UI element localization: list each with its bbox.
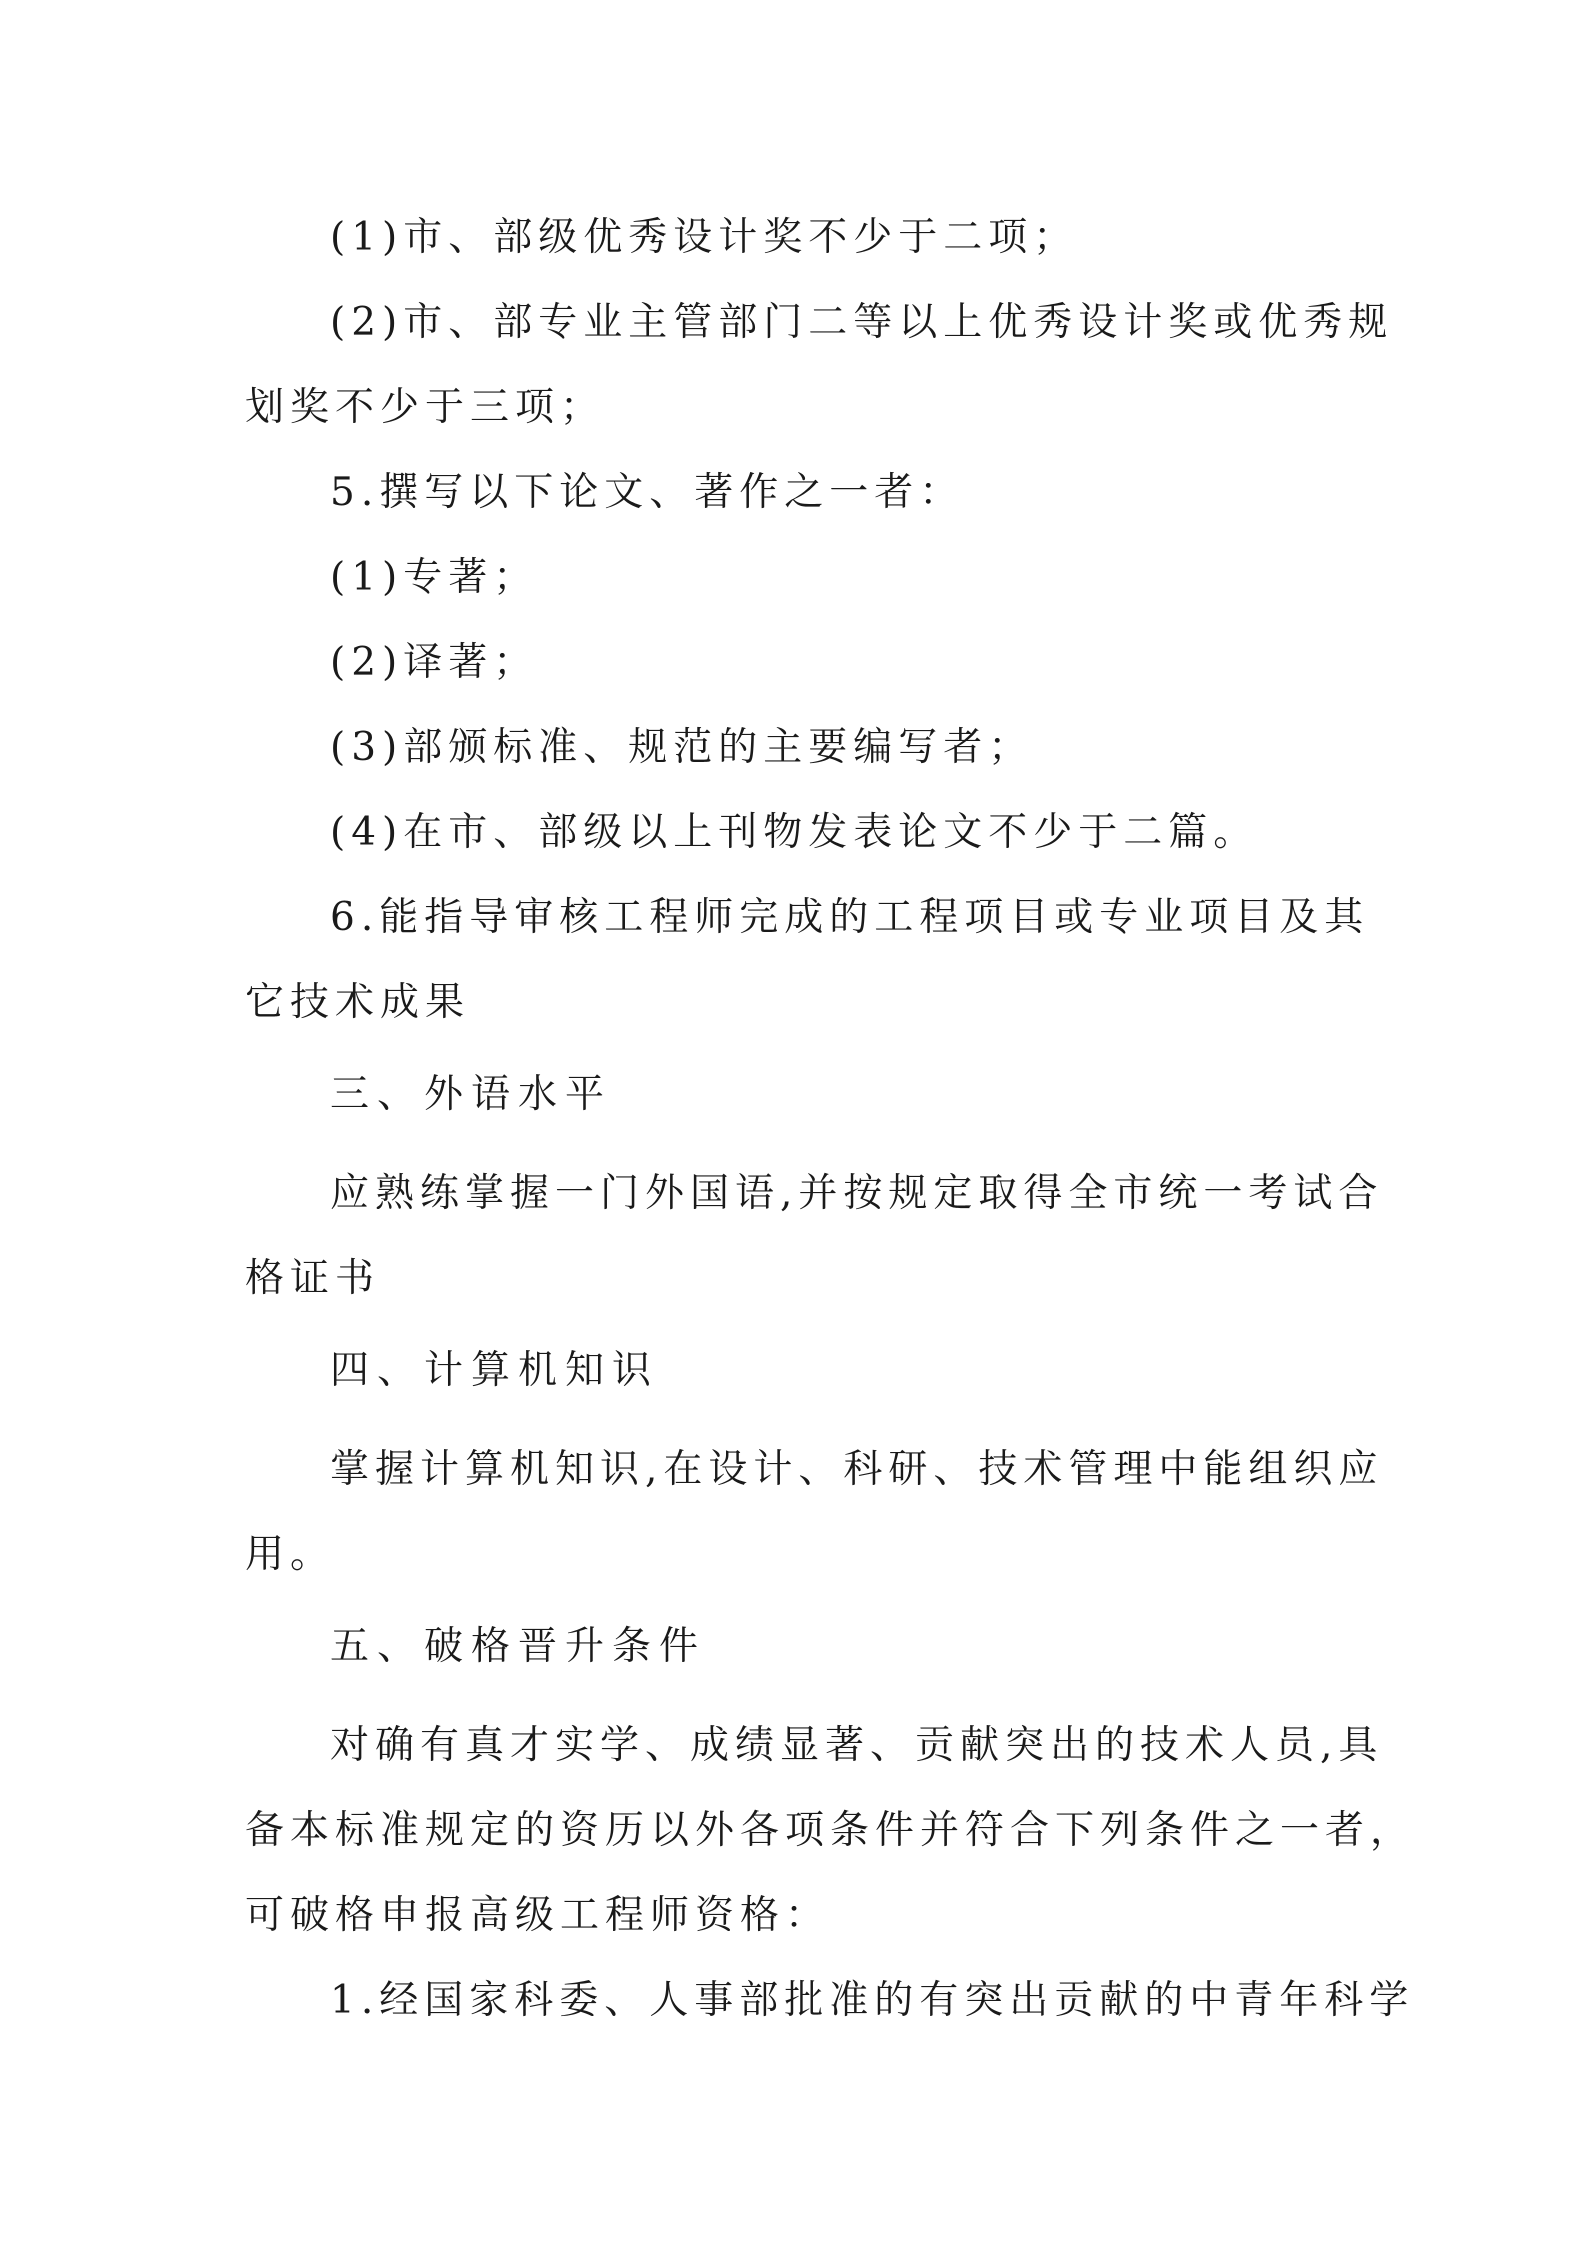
papers-item-1: (1)专著； [330, 555, 539, 600]
guidance-criterion-continued: 它技术成果 [245, 980, 471, 1025]
exceptional-promotion-text-continued-2: 可破格申报高级工程师资格： [245, 1893, 831, 1938]
computer-text-continued: 用。 [245, 1532, 336, 1577]
section-heading-computer: 四、计算机知识 [330, 1348, 660, 1393]
award-item-2-continued: 划奖不少于三项； [245, 385, 606, 430]
section-heading-foreign-language: 三、外语水平 [330, 1072, 613, 1117]
exceptional-promotion-text-continued-1: 备本标准规定的资历以外各项条件并符合下列条件之一者， [245, 1808, 1416, 1853]
exceptional-promotion-item-1: 1.经国家科委、人事部批准的有突出贡献的中青年科学 [330, 1978, 1415, 2023]
guidance-criterion: 6.能指导审核工程师完成的工程项目或专业项目及其 [330, 895, 1370, 940]
papers-item-2: (2)译著； [330, 640, 539, 685]
foreign-language-text: 应熟练掌握一门外国语,并按规定取得全市统一考试合 [330, 1171, 1384, 1216]
papers-criterion: 5.撰写以下论文、著作之一者： [330, 470, 965, 515]
papers-item-4: (4)在市、部级以上刊物发表论文不少于二篇。 [330, 810, 1259, 855]
award-item-2: (2)市、部专业主管部门二等以上优秀设计奖或优秀规 [330, 300, 1394, 345]
computer-text: 掌握计算机知识,在设计、科研、技术管理中能组织应 [330, 1447, 1384, 1492]
papers-item-3: (3)部颁标准、规范的主要编写者； [330, 725, 1034, 770]
award-item-1: (1)市、部级优秀设计奖不少于二项； [330, 215, 1079, 260]
foreign-language-text-continued: 格证书 [245, 1256, 381, 1301]
section-heading-exceptional-promotion: 五、破格晋升条件 [330, 1624, 707, 1669]
exceptional-promotion-text: 对确有真才实学、成绩显著、贡献突出的技术人员,具 [330, 1723, 1384, 1768]
